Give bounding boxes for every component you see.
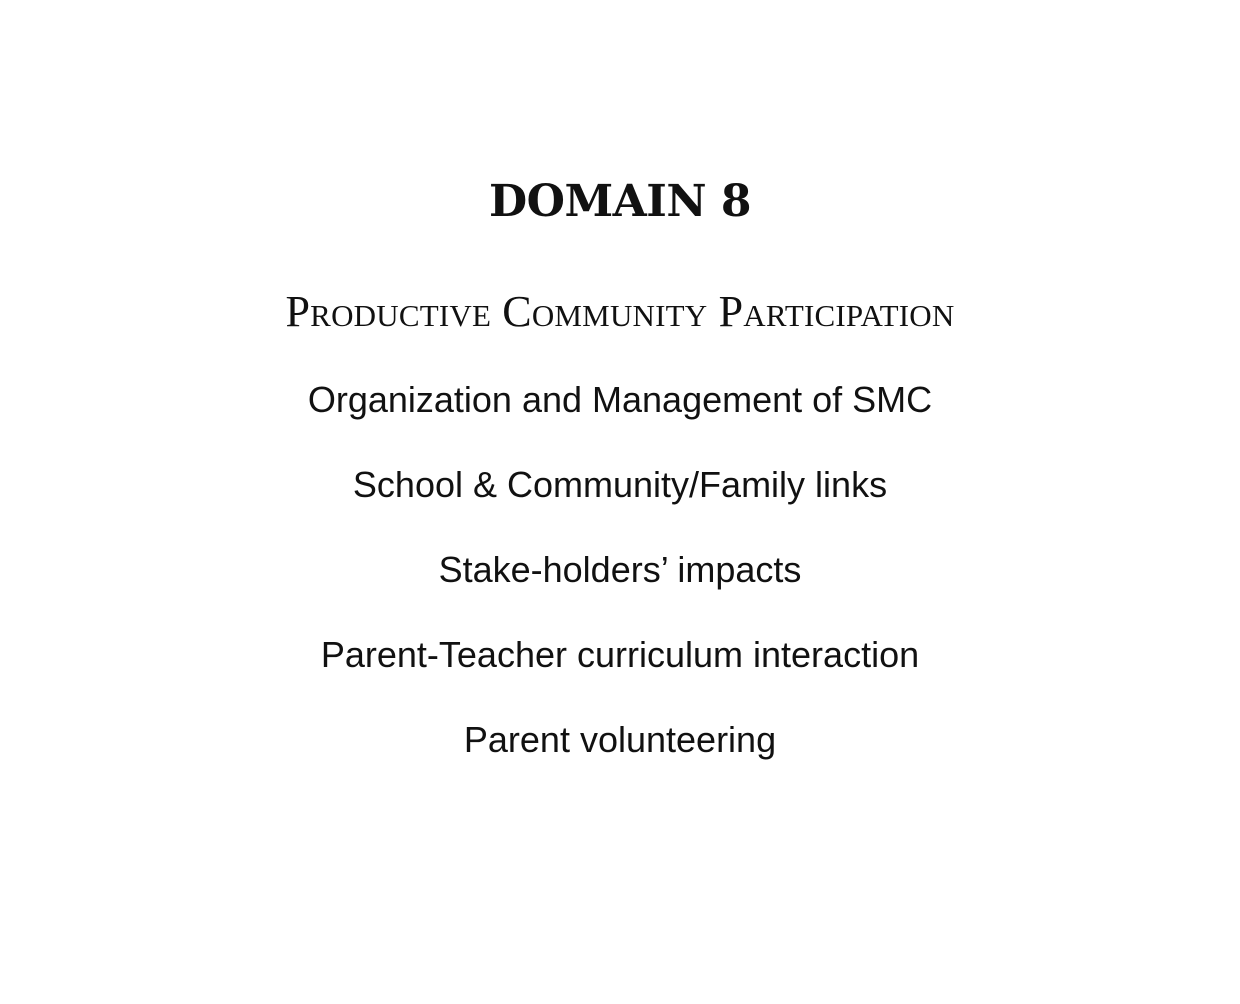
domain-item: Stake-holders’ impacts [438, 549, 802, 590]
domain-subtitle: Productive Community Participation [285, 287, 955, 336]
domain-item-list [0, 372, 1240, 797]
domain-title: DOMAIN 8 [488, 176, 752, 227]
domain-item: Parent-Teacher curriculum interaction [320, 634, 920, 675]
domain-item: Parent volunteering [463, 719, 777, 760]
domain-item: Organization and Management of SMC [307, 379, 933, 420]
domain-item: School & Community/Family links [352, 464, 888, 505]
